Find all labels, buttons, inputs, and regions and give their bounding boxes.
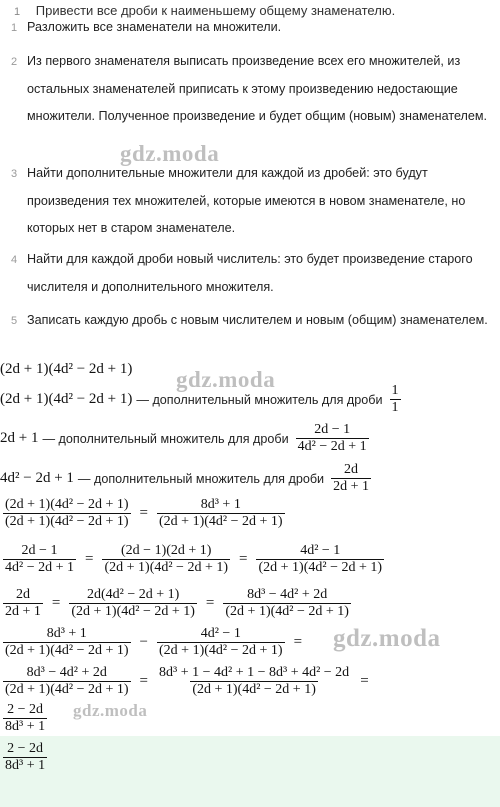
result-1 <box>0 702 50 735</box>
fraction <box>69 587 197 620</box>
factor-expr: 4d² − 2d + 1 <box>0 470 74 486</box>
equals-sign: = <box>51 595 61 611</box>
numerator: 4d² − 1 <box>200 626 241 641</box>
fraction <box>223 587 351 620</box>
denominator: (2d + 1)(4d² − 2d + 1) <box>258 560 383 575</box>
equals-sign: = <box>85 551 94 567</box>
denominator: (2d + 1)(4d² − 2d + 1) <box>5 514 129 529</box>
denominator: 2d + 1 <box>333 479 369 494</box>
step-number: 5 <box>11 315 18 327</box>
step-number: 1 <box>14 6 21 18</box>
step-text: Привести все дроби к наименьшему общему знаменателю. <box>35 3 396 18</box>
factor-expr: (2d + 1)(4d² − 2d + 1) <box>0 391 133 407</box>
watermark: gdz.moda <box>73 701 148 720</box>
step-number: 2 <box>11 56 18 68</box>
step-text: Записать каждую дробь с новым числителем и новым (общим) знаменателем. <box>27 313 488 327</box>
factor-expr: 2d + 1 <box>0 430 39 446</box>
common-denominator <box>0 361 132 378</box>
watermark: gdz.moda <box>120 141 220 166</box>
step-text: Разложить все знаменатели на множители. <box>27 20 282 34</box>
denominator: 4d² − 2d + 1 <box>5 560 74 575</box>
fraction <box>157 626 285 659</box>
denominator: (2d + 1)(4d² − 2d + 1) <box>159 643 283 658</box>
numerator: 8d³ + 1 <box>46 626 87 641</box>
factor-line-3 <box>0 462 374 495</box>
numerator: (2d − 1)(2d + 1) <box>121 543 212 558</box>
equation-4 <box>0 626 308 659</box>
equals-sign: = <box>360 673 369 689</box>
numerator: 2 − 2d <box>7 702 43 717</box>
step-number: 3 <box>11 168 18 180</box>
fraction <box>3 497 131 530</box>
numerator: 8d³ + 1 <box>200 497 241 512</box>
fraction <box>256 543 384 576</box>
denominator: (2d + 1)(4d² − 2d + 1) <box>5 643 129 658</box>
equals-sign: = <box>139 505 149 521</box>
numerator: 2d(4d² − 2d + 1) <box>86 587 180 602</box>
watermark: gdz.moda <box>333 625 441 652</box>
numerator: 2d − 1 <box>314 422 351 437</box>
fraction <box>331 462 371 495</box>
step-number: 1 <box>11 22 18 34</box>
equation-3 <box>0 587 354 620</box>
equation-2 <box>0 543 387 576</box>
fraction <box>3 587 43 620</box>
minus-sign: − <box>139 634 149 650</box>
equation-5 <box>0 665 375 698</box>
denominator: 8d³ + 1 <box>5 758 46 773</box>
numerator: (2d + 1)(4d² − 2d + 1) <box>5 497 129 512</box>
denominator: (2d + 1)(4d² − 2d + 1) <box>225 604 349 619</box>
denominator: 1 <box>391 400 399 415</box>
equals-sign: = <box>139 673 149 689</box>
factor-line-2 <box>0 422 372 455</box>
denominator: (2d + 1)(4d² − 2d + 1) <box>159 514 283 529</box>
fraction <box>3 702 47 735</box>
denominator: (2d + 1)(4d² − 2d + 1) <box>192 682 316 697</box>
denominator: 4d² − 2d + 1 <box>297 439 367 454</box>
common-denominator-expr: (2d + 1)(4d² − 2d + 1) <box>0 361 133 377</box>
step-text: Из первого знаменателя выписать произведение всех его множителей, из остальных знаменателей приписать к этому произведению недостающие множители. Полученное произведение и будет общим (новым) знаменателем. <box>27 54 488 123</box>
fraction <box>157 665 351 698</box>
denominator: 2d + 1 <box>5 604 41 619</box>
denominator: 8d³ + 1 <box>5 719 46 734</box>
equals-sign: = <box>205 595 215 611</box>
numerator: 1 <box>391 383 399 398</box>
fraction <box>296 422 369 455</box>
fraction <box>3 665 131 698</box>
factor-label: — дополнительный множитель для дроби <box>42 431 289 446</box>
numerator: 8d³ + 1 − 4d² + 1 − 8d³ + 4d² − 2d <box>159 665 350 680</box>
fraction <box>102 543 230 576</box>
factor-label: — дополнительный множитель для дроби <box>77 471 325 486</box>
numerator: 8d³ − 4d² + 2d <box>247 587 328 602</box>
numerator: 2d <box>15 587 30 602</box>
equation-1 <box>0 497 288 530</box>
fraction <box>157 497 285 530</box>
denominator: (2d + 1)(4d² − 2d + 1) <box>71 604 195 619</box>
step-text: Найти для каждой дроби новый числитель: это будет произведение старого числителя и дополнительного множителя. <box>27 252 473 294</box>
step-text: Найти дополнительные множители для каждой из дробей: это будут произведения тех множителей, которые имеются в новом знаменателе, но которых нет в старом знаменателе. <box>27 166 466 235</box>
fraction <box>3 626 131 659</box>
denominator: (2d + 1)(4d² − 2d + 1) <box>5 682 129 697</box>
numerator: 2 − 2d <box>7 741 43 756</box>
fraction <box>3 543 76 576</box>
numerator: 8d³ − 4d² + 2d <box>26 665 107 680</box>
equals-sign: = <box>239 551 248 567</box>
numerator: 2d − 1 <box>21 543 58 558</box>
equals-sign: = <box>293 634 303 650</box>
fraction <box>390 383 401 416</box>
numerator: 4d² − 1 <box>300 543 341 558</box>
fraction <box>3 741 47 774</box>
numerator: 2d <box>344 462 359 477</box>
step-number: 4 <box>11 254 18 266</box>
result-2 <box>0 741 50 774</box>
factor-label: — дополнительный множитель для дроби <box>136 392 383 407</box>
denominator: (2d + 1)(4d² − 2d + 1) <box>104 560 229 575</box>
watermark: gdz.moda <box>176 367 276 392</box>
answer-highlight <box>0 736 500 807</box>
